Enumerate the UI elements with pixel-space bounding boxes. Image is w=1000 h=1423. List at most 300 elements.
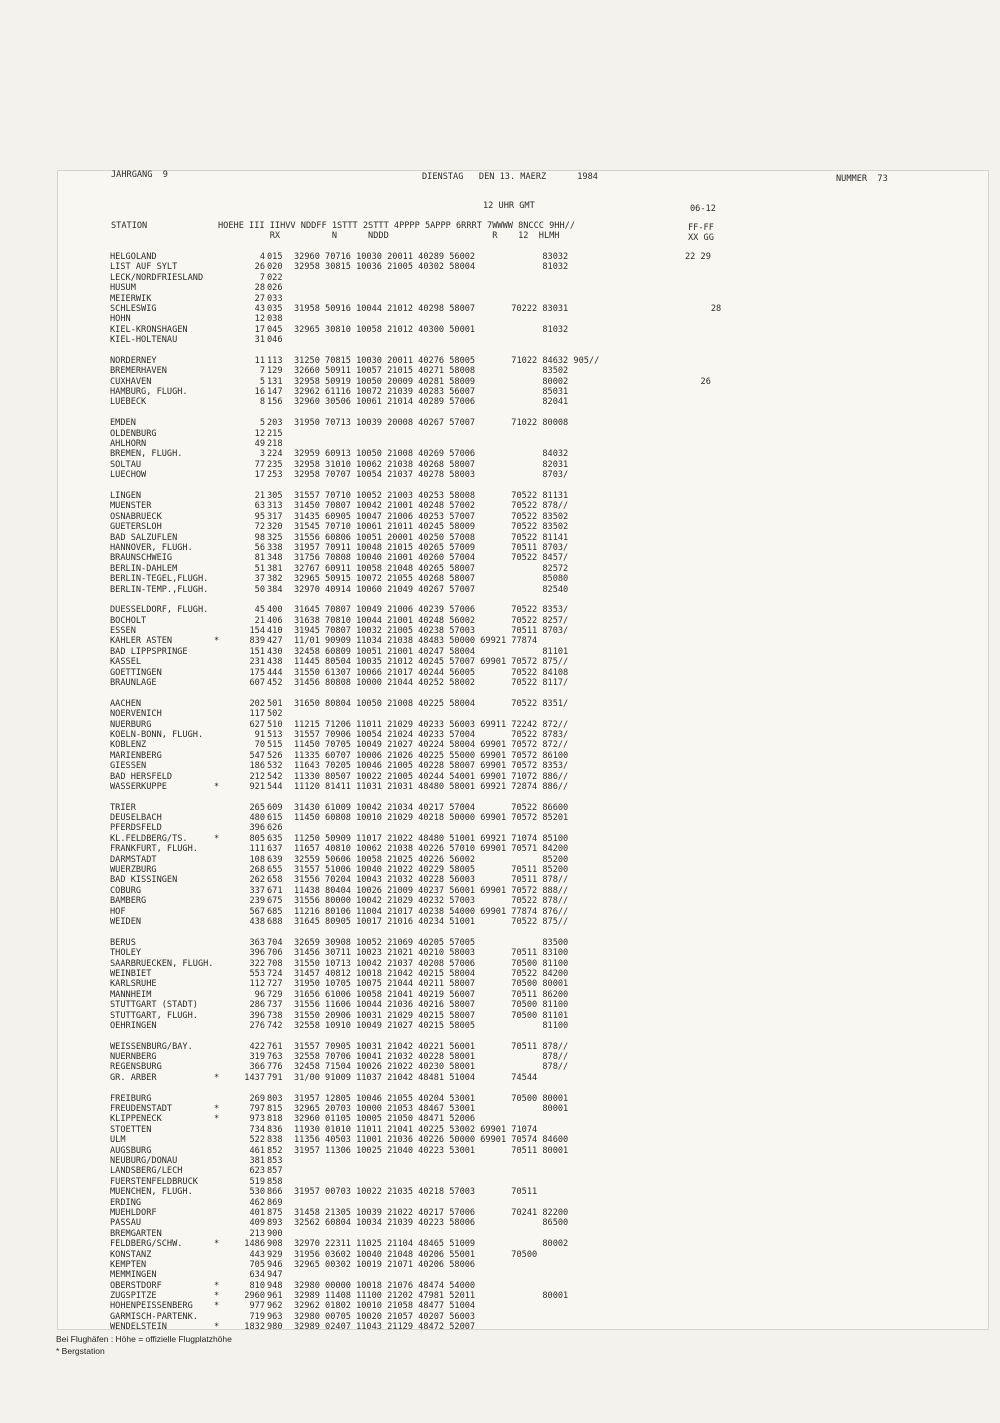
station-name: WASSERKUPPE: [110, 781, 167, 792]
station-height: 547: [249, 750, 265, 761]
station-name: WEINBIET: [110, 968, 152, 979]
station-index: 348: [267, 553, 283, 564]
station-row: [110, 522, 750, 532]
synop-codes: 32458 60809 10051 21001 40247 58004 81101: [294, 646, 569, 657]
station-index: 961: [267, 1291, 283, 1302]
station-name: DUESSELDORF, FLUGH.: [110, 605, 209, 616]
station-height: 2960: [244, 1291, 265, 1302]
station-name: KEMPTEN: [110, 1259, 147, 1270]
synop-codes: 32659 30908 10052 21069 40205 57005 83500: [294, 937, 569, 948]
station-index: 532: [267, 761, 283, 772]
station-height: 17: [254, 470, 265, 481]
station-name: STOETTEN: [110, 1124, 152, 1135]
station-index: 727: [267, 979, 283, 990]
station-row: [110, 1208, 750, 1218]
station-height: 12: [254, 428, 265, 439]
station-index: 838: [267, 1135, 283, 1146]
column-codes-line2: RX N NDDD R 12 HLMH: [218, 231, 560, 242]
station-row: [110, 751, 750, 761]
station-name: AHLHORN: [110, 439, 147, 450]
station-row: [110, 1218, 750, 1228]
station-index: 609: [267, 802, 283, 813]
station-height: 77: [254, 459, 265, 470]
column-ff-line1: FF-FF: [688, 223, 714, 233]
station-name: BAD LIPPSPRINGE: [110, 646, 188, 657]
station-name: FUERSTENFELDBRUCK: [110, 1176, 198, 1187]
station-height: 422: [249, 1041, 265, 1052]
group-separator: [110, 688, 750, 698]
station-height: 443: [249, 1249, 265, 1260]
station-name: DEUSELBACH: [110, 813, 162, 824]
synop-codes: 31556 70204 10043 21032 40228 56003 70511 878//: [294, 875, 569, 886]
synop-codes: 32959 60913 10050 21008 40269 57006 84032: [294, 449, 569, 460]
synop-codes: 31957 12805 10046 21055 40204 53001 70500 80001: [294, 1093, 569, 1104]
station-name: NUERBURG: [110, 719, 152, 730]
station-index: 444: [267, 667, 283, 678]
synop-codes: 11930 01010 11011 21041 40225 53002 69901 71074: [294, 1124, 538, 1135]
station-row: [110, 626, 750, 636]
station-row: [110, 460, 750, 470]
station-row: [110, 772, 750, 782]
station-name: WEIDEN: [110, 917, 142, 927]
station-index: 033: [267, 293, 283, 304]
station-name: PASSAU: [110, 1218, 142, 1229]
station-name: FREIBURG: [110, 1093, 152, 1104]
station-index: 410: [267, 626, 283, 637]
synop-codes: 31645 70807 10049 21006 40239 57006 70522 8353/: [294, 605, 569, 616]
station-height: 1486: [244, 1239, 265, 1250]
station-height: 4: [259, 252, 265, 262]
station-height: 977: [249, 1301, 265, 1312]
synop-codes: 32962 61116 10072 21039 40283 56007 85031: [294, 387, 569, 398]
station-index: 704: [267, 937, 283, 948]
synop-codes: 32980 00705 10020 21057 40207 56003: [294, 1311, 476, 1322]
station-row: [110, 938, 750, 948]
station-index: 313: [267, 501, 283, 512]
station-index: 776: [267, 1062, 283, 1073]
synop-codes: 31650 80804 10050 21008 40225 58004 70522 8351/: [294, 698, 569, 709]
synop-codes: 11250 50909 11017 21022 48480 51001 69921 71074 85100: [294, 833, 569, 844]
station-name: MUENCHEN, FLUGH.: [110, 1187, 193, 1198]
station-name: COBURG: [110, 885, 142, 896]
station-index: 305: [267, 490, 283, 501]
station-name: ESSEN: [110, 626, 136, 637]
station-height: 50: [254, 584, 265, 595]
station-index: 893: [267, 1218, 283, 1229]
station-height: 634: [249, 1270, 265, 1281]
station-row: [110, 1073, 750, 1083]
station-height: 5: [259, 376, 265, 387]
station-height: 719: [249, 1311, 265, 1322]
station-row: [110, 917, 750, 927]
station-row: [110, 865, 750, 875]
station-index: 438: [267, 657, 283, 668]
group-separator: [110, 1031, 750, 1041]
station-row: [110, 959, 750, 969]
station-height: 322: [249, 958, 265, 969]
group-separator: [110, 927, 750, 937]
station-row: [110, 418, 750, 428]
station-height: 212: [249, 771, 265, 782]
station-name: BAD SALZUFLEN: [110, 532, 178, 543]
station-index: 526: [267, 750, 283, 761]
synop-codes: 32965 00302 10019 21071 40206 58006: [294, 1259, 476, 1270]
station-height: 213: [249, 1228, 265, 1239]
station-height: 276: [249, 1020, 265, 1031]
synop-codes: 31756 70808 10040 21001 40260 57004 70522 8457/: [294, 553, 569, 564]
synop-codes: 31556 11606 10044 21036 40216 58007 70500 81100: [294, 1000, 569, 1011]
station-index: 515: [267, 740, 283, 751]
synop-codes: 32558 10910 10049 21027 40215 58005 81100: [294, 1020, 569, 1031]
station-height: 921: [249, 781, 265, 792]
station-name: MEMMINGEN: [110, 1270, 157, 1281]
synop-codes: 31545 70710 10061 21011 40245 58009 70522 83502: [294, 522, 569, 533]
synop-codes: 31950 70713 10039 20008 40267 57007 71022 80008: [294, 418, 569, 429]
station-height: 286: [249, 1000, 265, 1011]
station-index: 510: [267, 719, 283, 730]
station-name: NEUBURG/DONAU: [110, 1155, 178, 1166]
synop-codes: 11/01 90909 11034 21038 48483 50000 69921 77874: [294, 636, 538, 647]
station-height: 72: [254, 522, 265, 533]
station-row: [110, 823, 750, 833]
station-row: [110, 979, 750, 989]
mountain-station-marker: *: [214, 636, 220, 647]
station-height: 438: [249, 917, 265, 927]
station-index: 858: [267, 1176, 283, 1187]
station-height: 21: [254, 490, 265, 501]
station-row: [110, 803, 750, 813]
station-height: 239: [249, 896, 265, 907]
station-index: 929: [267, 1249, 283, 1260]
station-height: 26: [254, 262, 265, 273]
station-name: KONSTANZ: [110, 1249, 152, 1260]
station-row: [110, 699, 750, 709]
station-name: HAMBURG, FLUGH.: [110, 387, 188, 398]
synop-codes: 11215 71206 11011 21029 40233 56003 69911 72242 872//: [294, 719, 569, 730]
station-name: STUTTGART, FLUGH.: [110, 1010, 198, 1021]
station-height: 623: [249, 1166, 265, 1177]
station-height: 81: [254, 553, 265, 564]
synop-codes: 31945 70807 10032 21005 40238 57003 70511 8703/: [294, 626, 569, 637]
synop-codes: 32960 30506 10061 21014 40289 57006 82041: [294, 397, 569, 408]
station-name: BREMGARTEN: [110, 1228, 162, 1239]
station-row: [110, 605, 750, 615]
station-height: 151: [249, 646, 265, 657]
synop-codes: 11643 70205 10046 21005 40228 58007 69901 70572 8353/: [294, 761, 569, 772]
station-name: BREMERHAVEN: [110, 366, 167, 377]
station-row: [110, 356, 750, 366]
station-name: EMDEN: [110, 418, 136, 429]
station-index: 045: [267, 324, 283, 335]
station-index: 685: [267, 906, 283, 917]
footnote-mountain-station: * Bergstation: [56, 1346, 105, 1356]
synop-codes: 31/00 91009 11037 21042 48481 51004 74544: [294, 1072, 538, 1083]
group-separator: [110, 346, 750, 356]
station-name: KASSEL: [110, 657, 142, 668]
synop-codes: 32960 70716 10030 20011 40289 56002 83032: [294, 252, 569, 262]
station-index: 224: [267, 449, 283, 460]
station-row: [110, 1312, 750, 1322]
station-name: HELGOLAND: [110, 252, 157, 262]
station-row: [110, 740, 750, 750]
station-name: HUSUM: [110, 283, 136, 294]
station-row: [110, 273, 750, 283]
synop-codes: 32767 60911 10058 21048 40265 58007 82572: [294, 563, 569, 574]
station-height: 268: [249, 865, 265, 876]
station-row: [110, 585, 750, 595]
station-height: 519: [249, 1176, 265, 1187]
station-name: KARLSRUHE: [110, 979, 157, 990]
station-height: 396: [249, 1010, 265, 1021]
synop-codes: 31556 80000 10042 21029 40232 57003 70522 878//: [294, 896, 569, 907]
station-index: 791: [267, 1072, 283, 1083]
station-height: 1437: [244, 1072, 265, 1083]
station-index: 869: [267, 1197, 283, 1208]
synop-codes: 32958 31010 10062 21038 40268 58007 82031: [294, 459, 569, 470]
station-name: BERLIN-TEMP.,FLUGH.: [110, 584, 209, 595]
station-height: 607: [249, 678, 265, 689]
station-index: 317: [267, 511, 283, 522]
station-height: 56: [254, 542, 265, 553]
station-height: 401: [249, 1207, 265, 1218]
station-row: [110, 1011, 750, 1021]
station-name: LUEBECK: [110, 397, 147, 408]
station-height: 319: [249, 1052, 265, 1063]
station-row: [110, 1000, 750, 1010]
synop-codes: 31958 50916 10044 21012 40298 58007 70222 83031: [294, 303, 569, 314]
station-index: 875: [267, 1207, 283, 1218]
group-separator: [110, 481, 750, 491]
station-index: 724: [267, 968, 283, 979]
station-name: HOHN: [110, 314, 131, 325]
station-name: BRAUNSCHWEIG: [110, 553, 173, 564]
station-name: HOHENPEISSENBERG: [110, 1301, 193, 1312]
station-height: 8: [259, 397, 265, 408]
synop-codes: 11330 80507 10022 21005 40244 54001 69901 71072 886//: [294, 771, 569, 782]
mountain-station-marker: *: [214, 1114, 220, 1125]
station-row: [110, 990, 750, 1000]
jahrgang-label: JAHRGANG 9: [111, 170, 168, 180]
station-height: 117: [249, 709, 265, 720]
station-row: [110, 886, 750, 896]
column-station: STATION: [111, 221, 148, 231]
synop-codes: 11216 80106 11004 21017 40238 54000 69901 77874 876//: [294, 906, 569, 917]
station-height: 269: [249, 1093, 265, 1104]
station-row: [110, 668, 750, 678]
station-height: 108: [249, 854, 265, 865]
station-row: [110, 1301, 750, 1311]
synop-codes: 32960 01105 10005 21050 48471 52006: [294, 1114, 476, 1125]
station-name: GIESSEN: [110, 761, 147, 772]
station-name: MUENSTER: [110, 501, 152, 512]
station-row: [110, 1156, 750, 1166]
station-name: ERDING: [110, 1197, 142, 1208]
synop-codes: 32989 11408 11100 21202 47981 52011 80001: [294, 1291, 569, 1302]
station-name: KAHLER ASTEN: [110, 636, 173, 647]
station-index: 836: [267, 1124, 283, 1135]
station-row: [110, 470, 750, 480]
gust-values: 28: [685, 303, 722, 314]
station-name: DARMSTADT: [110, 854, 157, 865]
station-height: 45: [254, 605, 265, 616]
station-index: 203: [267, 418, 283, 429]
synop-codes: 31957 00703 10022 21035 40218 57003 70511: [294, 1187, 538, 1198]
station-row: [110, 1322, 750, 1332]
station-row: [110, 1198, 750, 1208]
station-index: 544: [267, 781, 283, 792]
station-height: 27: [254, 293, 265, 304]
station-index: 742: [267, 1020, 283, 1031]
group-separator: [110, 595, 750, 605]
station-name: STUTTGART (STADT): [110, 1000, 198, 1011]
station-index: 046: [267, 335, 283, 346]
station-index: 763: [267, 1052, 283, 1063]
synop-codes: 31456 80808 10000 21044 40252 58002 70522 8117/: [294, 678, 569, 689]
station-row: [110, 491, 750, 501]
station-row: [110, 294, 750, 304]
station-name: BREMEN, FLUGH.: [110, 449, 183, 460]
station-row: [110, 377, 750, 387]
station-index: 900: [267, 1228, 283, 1239]
station-index: 022: [267, 272, 283, 283]
station-name: OLDENBURG: [110, 428, 157, 439]
station-name: SCHLESWIG: [110, 303, 157, 314]
station-row: [110, 616, 750, 626]
observation-time: 12 UHR GMT: [483, 201, 535, 211]
station-height: 11: [254, 355, 265, 366]
date-label: DIENSTAG DEN 13. MAERZ 1984: [422, 172, 598, 182]
station-row: [110, 1021, 750, 1031]
station-index: 818: [267, 1114, 283, 1125]
station-height: 480: [249, 813, 265, 824]
station-name: THOLEY: [110, 948, 142, 959]
station-height: 7: [259, 272, 265, 283]
station-index: 026: [267, 283, 283, 294]
station-row: [110, 1229, 750, 1239]
station-height: 5: [259, 418, 265, 429]
station-name: LECK/NORDFRIESLAND: [110, 272, 204, 283]
station-index: 430: [267, 646, 283, 657]
station-height: 363: [249, 937, 265, 948]
station-row: [110, 501, 750, 511]
station-row: [110, 730, 750, 740]
gust-values: 22 29: [685, 252, 711, 262]
station-index: 253: [267, 470, 283, 481]
station-name: OBERSTDORF: [110, 1280, 162, 1291]
station-height: 112: [249, 979, 265, 990]
station-row: [110, 387, 750, 397]
station-row: [110, 1052, 750, 1062]
station-name: MANNHEIM: [110, 989, 152, 1000]
station-row: [110, 574, 750, 584]
station-height: 262: [249, 875, 265, 886]
station-row: [110, 564, 750, 574]
station-name: NOERVENICH: [110, 709, 162, 720]
station-index: 948: [267, 1280, 283, 1291]
station-name: BERUS: [110, 937, 136, 948]
station-index: 980: [267, 1322, 283, 1333]
station-index: 400: [267, 605, 283, 616]
synop-codes: 31957 11306 10025 21040 40223 53001 70511 80001: [294, 1145, 569, 1156]
station-name: CUXHAVEN: [110, 376, 152, 387]
station-name: GR. ARBER: [110, 1072, 157, 1083]
station-row: [110, 1104, 750, 1114]
station-row: [110, 907, 750, 917]
station-index: 688: [267, 917, 283, 927]
synop-codes: 31557 51006 10040 21022 40229 58005 70511 85200: [294, 865, 569, 876]
station-height: 810: [249, 1280, 265, 1291]
station-row: [110, 397, 750, 407]
station-index: 946: [267, 1259, 283, 1270]
station-row: [110, 813, 750, 823]
group-separator: [110, 1083, 750, 1093]
station-row: [110, 1250, 750, 1260]
station-index: 381: [267, 563, 283, 574]
station-index: 015: [267, 252, 283, 262]
station-index: 218: [267, 439, 283, 450]
station-name: OSNABRUECK: [110, 511, 162, 522]
station-name: LUECHOW: [110, 470, 147, 481]
station-height: 175: [249, 667, 265, 678]
station-height: 461: [249, 1145, 265, 1156]
station-row: [110, 1270, 750, 1280]
station-name: KLIPPENECK: [110, 1114, 162, 1125]
station-row: [110, 761, 750, 771]
station-index: 513: [267, 729, 283, 740]
station-height: 462: [249, 1197, 265, 1208]
station-index: 131: [267, 376, 283, 387]
synop-codes: 31638 70810 10044 21001 40248 56002 70522 8257/: [294, 615, 569, 626]
mountain-station-marker: *: [214, 1291, 220, 1302]
station-height: 43: [254, 303, 265, 314]
synop-codes: 31430 61009 10042 21034 40217 57004 70522 86600: [294, 802, 569, 813]
station-row: [110, 948, 750, 958]
synop-codes: 32965 50915 10072 21055 40268 58007 85080: [294, 574, 569, 585]
station-height: 16: [254, 387, 265, 398]
station-row: [110, 1062, 750, 1072]
station-name: BERLIN-DAHLEM: [110, 563, 178, 574]
station-height: 7: [259, 366, 265, 377]
station-height: 63: [254, 501, 265, 512]
station-row: [110, 720, 750, 730]
synop-codes: 31656 61006 10058 21041 40219 56007 70511 86200: [294, 989, 569, 1000]
mountain-station-marker: *: [214, 1104, 220, 1115]
station-index: 427: [267, 636, 283, 647]
synop-codes: 31557 70710 10052 21003 40253 58008 70522 81131: [294, 490, 569, 501]
station-row: [110, 1177, 750, 1187]
synop-codes: 11450 70705 10049 21027 40224 58004 69901 70572 872//: [294, 740, 569, 751]
station-name: KOBLENZ: [110, 740, 147, 751]
station-row: [110, 553, 750, 563]
synop-codes: 31458 21305 10039 21022 40217 57006 70241 82200: [294, 1207, 569, 1218]
station-height: 186: [249, 761, 265, 772]
station-row: [110, 325, 750, 335]
station-row: [110, 366, 750, 376]
station-row: [110, 636, 750, 646]
synop-codes: 31450 70807 10042 21001 40248 57002 70522 878//: [294, 501, 569, 512]
station-table: [110, 252, 750, 1333]
synop-codes: 31957 70911 10048 21015 40265 57009 70511 8703/: [294, 542, 569, 553]
synop-codes: 32958 50919 10050 20009 40281 58009 80002: [294, 376, 569, 387]
station-row: [110, 314, 750, 324]
station-row: [110, 262, 750, 272]
synop-codes: 11450 60808 10010 21029 40218 50000 69901 70572 85201: [294, 813, 569, 824]
synop-codes: 31435 60905 10047 21006 40253 57007 70522 83502: [294, 511, 569, 522]
issue-number: NUMMER 73: [836, 174, 888, 184]
mountain-station-marker: *: [214, 1239, 220, 1250]
station-row: [110, 709, 750, 719]
station-height: 95: [254, 511, 265, 522]
